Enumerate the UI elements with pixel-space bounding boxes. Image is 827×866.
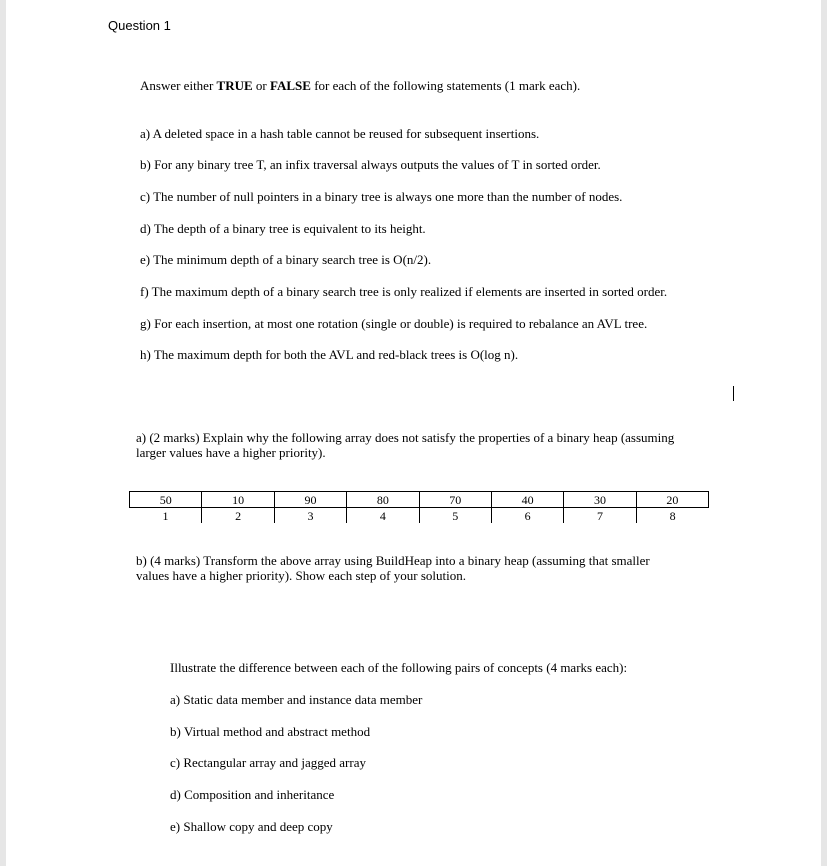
statement-a: a) A deleted space in a hash table cannot be reused for subsequent insertions. xyxy=(140,126,540,141)
array-value: 30 xyxy=(564,492,636,508)
array-value: 90 xyxy=(274,492,346,508)
concept-c: c) Rectangular array and jagged array xyxy=(170,755,366,770)
concepts-instructions: Illustrate the difference between each of the following pairs of concepts (4 marks each): xyxy=(170,660,628,675)
heap-part-a-line1: a) (2 marks) Explain why the following array does not satisfy the properties of a binary heap (assuming xyxy=(136,430,675,445)
statement-d: d) The depth of a binary tree is equivalent to its height. xyxy=(140,221,426,236)
array-indices-row xyxy=(130,508,709,524)
instructions-or: or xyxy=(252,78,270,93)
concept-a: a) Static data member and instance data member xyxy=(170,692,423,707)
true-keyword: TRUE xyxy=(216,78,253,93)
array-index: 5 xyxy=(419,508,491,524)
array-value: 80 xyxy=(347,492,419,508)
array-value: 20 xyxy=(636,492,708,508)
heap-part-b-line2: values have a higher priority). Show each step of your solution. xyxy=(136,568,466,583)
array-value: 10 xyxy=(202,492,274,508)
concept-e: e) Shallow copy and deep copy xyxy=(170,819,333,834)
heap-part-b-line1: b) (4 marks) Transform the above array using BuildHeap into a binary heap (assuming that smaller xyxy=(136,553,650,568)
array-value: 40 xyxy=(491,492,563,508)
statement-b: b) For any binary tree T, an infix traversal always outputs the values of T in sorted order. xyxy=(140,157,601,172)
statement-h: h) The maximum depth for both the AVL and red-black trees is O(log n). xyxy=(140,347,519,362)
text-cursor[interactable] xyxy=(733,386,734,401)
array-index: 2 xyxy=(202,508,274,524)
concept-d: d) Composition and inheritance xyxy=(170,787,335,802)
true-false-instructions xyxy=(140,78,580,94)
heap-part-a-line2: larger values have a higher priority). xyxy=(136,445,326,460)
array-index: 6 xyxy=(491,508,563,524)
array-index: 3 xyxy=(274,508,346,524)
heap-part-a xyxy=(136,430,674,460)
heap-array-table xyxy=(129,491,709,523)
instructions-suffix: for each of the following statements (1 mark each). xyxy=(310,78,581,93)
statement-f: f) The maximum depth of a binary search tree is only realized if elements are inserted in sorted order. xyxy=(140,284,668,299)
statement-e: e) The minimum depth of a binary search tree is O(n/2). xyxy=(140,252,432,267)
array-index: 4 xyxy=(347,508,419,524)
statement-c: c) The number of null pointers in a binary tree is always one more than the number of nodes. xyxy=(140,189,623,204)
array-values-row xyxy=(130,492,709,508)
heap-part-b xyxy=(136,553,650,583)
concept-b: b) Virtual method and abstract method xyxy=(170,724,371,739)
statement-g: g) For each insertion, at most one rotation (single or double) is required to rebalance an AVL tree. xyxy=(140,316,648,331)
array-index: 7 xyxy=(564,508,636,524)
array-index: 1 xyxy=(130,508,202,524)
instructions-prefix: Answer either xyxy=(140,78,217,93)
array-index: 8 xyxy=(636,508,708,524)
question-title: Question 1 xyxy=(108,18,171,33)
array-value: 50 xyxy=(130,492,202,508)
array-value: 70 xyxy=(419,492,491,508)
false-keyword: FALSE xyxy=(270,78,311,93)
